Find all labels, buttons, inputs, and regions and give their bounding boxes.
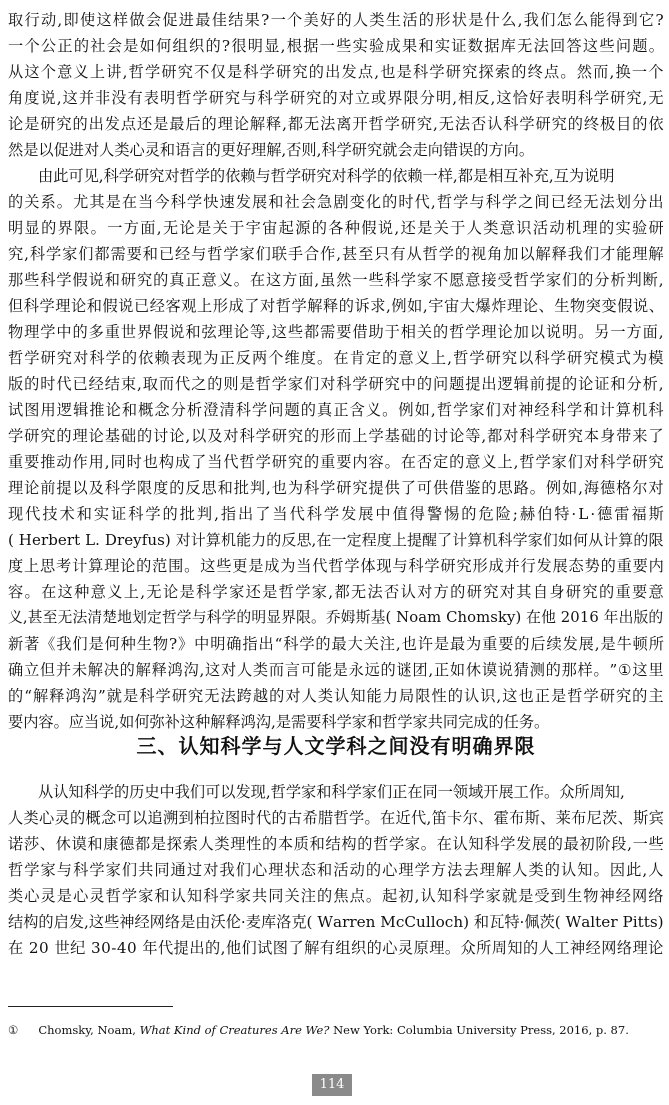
text-line: 确 立 但 并 未 解 决 的 解 释 鸿 沟 , 这 对 人 类 而 言 可 能 是 永 远 的 谜 团 , 正 如 休 谟 说 猜 测 的 那 样 。 ” ① 这 里 — [8, 661, 664, 679]
text-line: 的 关 系 。 尤 其 是 在 当 今 科 学 快 速 发 展 和 社 会 急 剧 变 化 的 时 代 , 哲 学 与 科 学 之 间 已 经 无 法 划 分 出 — [8, 193, 664, 211]
text-line: 理 论 前 提 以 及 科 学 限 度 的 反 思 和 批 判 , 也 为 科 学 研 究 提 供 了 可 供 借 鉴 的 思 路 。 例 如 , 海 德 格 尔 对 — [8, 479, 664, 497]
text-line: 哲 学 研 究 对 科 学 的 依 赖 表 现 为 正 反 两 个 维 度 。 在 肯 定 的 意 义 上 , 哲 学 研 究 以 科 学 研 究 模 式 为 模 — [8, 349, 664, 367]
text-line: 的 “ 解 释 鸿 沟 ” 就 是 科 学 研 究 无 法 跨 越 的 对 人 类 认 知 能 力 局 限 性 的 认 识 , 这 也 正 是 哲 学 研 究 的 主 — [8, 687, 664, 705]
text-line: 试 图 用 逻 辑 推 论 和 概 念 分 析 澄 清 科 学 问 题 的 真 正 含 义 。 例 如 , 哲 学 家 们 对 神 经 科 学 和 计 算 机 科 — [8, 401, 664, 419]
text-line: 版 的 时 代 已 经 结 束 , 取 而 代 之 的 则 是 哲 学 家 们 对 科 学 研 究 中 的 问 题 提 出 逻 辑 前 提 的 论 证 和 分 析 , — [8, 375, 664, 393]
text-line: 明 显 的 界 限 。 一 方 面 , 无 论 是 关 于 宇 宙 起 源 的 各 种 假 说 , 还 是 关 于 人 类 意 识 活 动 机 理 的 实 验 研 — [8, 219, 664, 237]
text-line: 一 个 公 正 的 社 会 是 如 何 组 织 的 ? 很 明 显 , 根 据 一 些 实 验 成 果 和 实 证 数 据 库 无 法 回 答 这 些 问 题 。 — [8, 37, 664, 55]
footnote-divider — [8, 1006, 173, 1007]
text-line: 人 类 心 灵 的 概 念 可 以 追 溯 到 柏 拉 图 时 代 的 古 希 腊 哲 学 。 在 近 代 , 笛 卡 尔 、 霍 布 斯 、 莱 布 尼 茨 、 斯 宾 — [8, 809, 664, 827]
text-line: 类 心 灵 是 心 灵 哲 学 家 和 认 知 科 学 家 共 同 关 注 的 焦 点 。 起 初 , 认 知 科 学 家 就 是 受 到 生 物 神 经 网 络 — [8, 887, 664, 905]
footnote — [8, 1022, 629, 1038]
text-line: 哲 学 家 与 科 学 家 们 共 同 通 过 对 我 们 心 理 状 态 和 活 动 的 心 理 学 方 法 去 理 解 人 类 的 认 知 。 因 此 , 人 — [8, 861, 664, 879]
text-line: 角 度 说 , 这 并 非 没 有 表 明 哲 学 研 究 与 科 学 研 究 的 对 立 或 界 限 分 明 , 相 反 , 这 恰 好 表 明 科 学 研 究 , 无 — [8, 89, 664, 107]
text-line: 在 2 0 世 纪 3 0 - 4 0 年 代 提 出 的 , 他 们 试 图 了 解 有 组 织 的 心 灵 原 理 。 众 所 周 知 的 人 工 神 经 网 络 理 论 — [8, 939, 664, 957]
text-line: 论 是 研 究 的 出 发 点 还 是 最 后 的 理 论 解 释 , 都 无 法 离 开 哲 学 研 究 , 无 法 否 认 科 学 研 究 的 终 极 目 的 依 — [8, 115, 664, 133]
text-line: 重 要 推 动 作 用 , 同 时 也 构 成 了 当 代 哲 学 研 究 的 重 要 内 容 。 在 否 定 的 意 义 上 , 哲 学 家 们 对 科 学 研 究 — [8, 453, 664, 471]
text-line: 从认知科学的历史中我们可以发现,哲学家和科学家们正在同一领域开展工作。众所周知, — [38, 783, 625, 801]
text-line: 然是以促进对人类心灵和语言的更好理解,否则,科学研究就会走向错误的方向。 — [8, 141, 535, 159]
text-line: 要内容。应当说,如何弥补这种解释鸿沟,是需要科学家和哲学家共同完成的任务。 — [8, 713, 550, 731]
text-line: 但 科 学 理 论 和 假 说 已 经 客 观 上 形 成 了 对 哲 学 解 释 的 诉 求 , 例 如 , 宇 宙 大 爆 炸 理 论 、 生 物 突 变 假 说 、 — [8, 297, 664, 315]
text-line: 容 。 在 这 种 意 义 上 , 无 论 是 科 学 家 还 是 哲 学 家 , 都 无 法 否 认 对 方 的 研 究 对 其 自 身 研 究 的 重 要 意 — [8, 583, 664, 601]
text-line: 现 代 技 术 和 实 证 科 学 的 批 判 , 指 出 了 当 代 科 学 发 展 中 值 得 警 惕 的 危 险 ; 赫 伯 特 · L · 德 雷 福 斯 — [8, 505, 664, 523]
footnote-text-pre: Chomsky, Noam, — [38, 1023, 140, 1037]
text-line: 度 上 思 考 计 算 理 论 的 范 围 。 这 些 更 是 成 为 当 代 哲 学 体 现 与 科 学 研 究 形 成 并 行 发 展 态 势 的 重 要 内 — [8, 557, 664, 575]
text-line: 义 , 甚 至 无 法 清 楚 地 划 定 哲 学 与 科 学 的 明 显 界 限 。 乔 姆 斯 基 ( N o a m C h o m s k y ) 在 他 2 0 1 6 年 出 版 的 — [8, 609, 664, 626]
text-line: 由此可见,科学研究对哲学的依赖与哲学研究对科学的依赖一样,都是相互补充,互为说明 — [38, 167, 615, 185]
text-line: 学 研 究 的 理 论 基 础 的 讨 论 , 以 及 对 科 学 研 究 的 形 而 上 学 基 础 的 讨 论 等 , 都 对 科 学 研 究 本 身 带 来 了 — [8, 427, 664, 445]
text-line: 诺 莎 、 休 谟 和 康 德 都 是 探 索 人 类 理 性 的 本 质 和 结 构 的 哲 学 家 。 在 认 知 科 学 发 展 的 最 初 阶 段 , 一 些 — [8, 835, 664, 853]
text-line: 新 著 《 我 们 是 何 种 生 物 ? 》 中 明 确 指 出 “ 科 学 的 最 大 关 注 , 也 许 是 最 为 重 要 的 后 续 发 展 , 是 牛 顿 所 — [8, 635, 664, 653]
footnote-text-post: New York: Columbia University Press, 2016, p. 87. — [329, 1023, 629, 1037]
text-line: 物 理 学 中 的 多 重 世 界 假 说 和 弦 理 论 等 , 这 些 都 需 要 借 助 于 相 关 的 哲 学 理 论 加 以 说 明 。 另 一 方 面 , — [8, 323, 664, 341]
text-line: 究 , 科 学 家 们 都 需 要 和 已 经 与 哲 学 家 们 联 手 合 作 , 甚 至 只 有 从 哲 学 的 视 角 加 以 解 释 我 们 才 能 理 解 — [8, 245, 664, 263]
footnote-book-title: What Kind of Creatures Are We? — [139, 1023, 330, 1037]
text-line: ( H e r b e r t L . D r e y f u s ) 对 计 算 机 能 力 的 反 思 , 在 一 定 程 度 上 提 醒 了 计 算 机 科 学 家 们 如 何 从 计 算 的 限 — [8, 531, 664, 549]
footnote-marker: ① — [8, 1023, 19, 1037]
section-heading: 三、认知科学与人文学科之间没有明确界限 — [136, 734, 536, 758]
text-line: 取 行 动 , 即 使 这 样 做 会 促 进 最 佳 结 果 ? 一 个 美 好 的 人 类 生 活 的 形 状 是 什 么 , 我 们 怎 么 能 得 到 它 ? — [8, 11, 664, 29]
page-number: 114 — [312, 1074, 352, 1096]
text-line: 那 些 科 学 假 说 和 研 究 的 真 正 意 义 。 在 这 方 面 , 虽 然 一 些 科 学 家 不 愿 意 接 受 哲 学 家 们 的 分 析 判 断 , — [8, 271, 664, 289]
text-line: 结 构 的 启 发 , 这 些 神 经 网 络 是 由 沃 伦 · 麦 库 洛 克 ( W a r r e n M c C u l l o c h ) 和 瓦 特 · 佩 茨 ( W a l t e r P i t t s ) — [8, 913, 664, 931]
text-line: 从 这 个 意 义 上 讲 , 哲 学 研 究 不 仅 是 科 学 研 究 的 出 发 点 , 也 是 科 学 研 究 探 索 的 终 点 。 然 而 , 换 一 个 — [8, 63, 664, 81]
